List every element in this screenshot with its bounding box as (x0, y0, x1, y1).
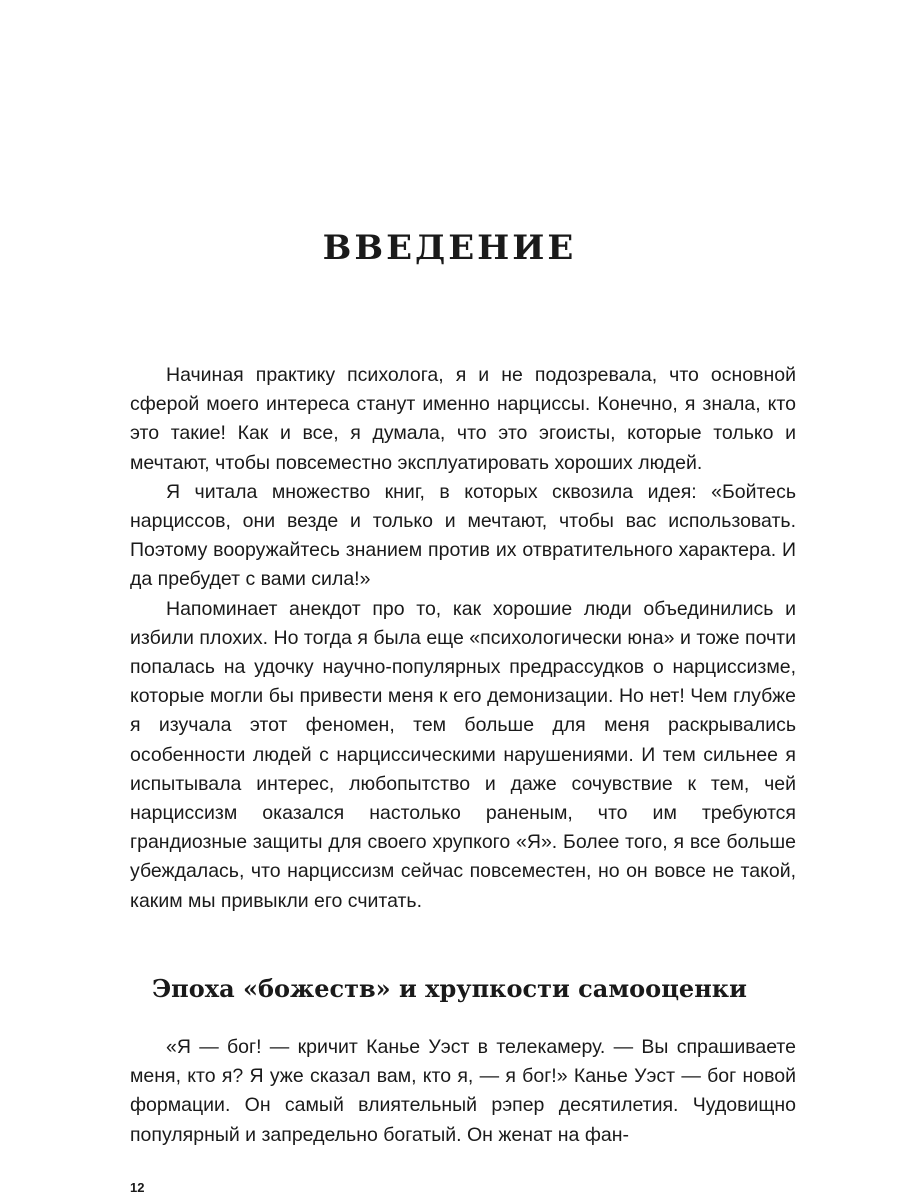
paragraph: Начиная практику психолога, я и не подозревала, что основной сферой моего интереса станут именно нарциссы. Конечно, я знала, кто это такие! Как и все, я думала, что это эгоисты, которые только и мечтают, чтобы повсеместно эксплуатировать хороших людей. (130, 364, 796, 474)
paragraph: «Я — бог! — кричит Канье Уэст в телекамеру. — Вы спрашиваете меня, кто я? Я уже сказал вам, кто я, — я бог!» Канье Уэст — бог новой формации. Он самый влиятельный рэпер десятилетия. Чудовищно популярный и запредельно богатый. Он женат на фан- (130, 1036, 796, 1146)
section-text (130, 1033, 796, 1150)
paragraph: Напоминает анекдот про то, как хорошие люди объединились и избили плохих. Но тогда я была еще «психологически юна» и тоже почти попалась на удочку научно-популярных предрассудков о нарциссизме, которые могли бы привести меня к его демонизации. Но нет! Чем глубже я изучала этот феномен, тем больше для меня раскрывались особенности людей с нарциссическими нарушениями. И тем сильнее я испытывала интерес, любопытство и даже сочувствие к тем, чей нарциссизм оказался настолько раненым, что им требуются грандиозные защиты для своего хрупкого «Я». Более того, я все больше убеждалась, что нарциссизм сейчас повсеместен, но он вовсе не такой, каким мы привыкли его считать. (130, 597, 796, 912)
section-heading: Эпоха «божеств» и хрупкости самооценки (152, 974, 747, 1003)
page-number: 12 (130, 1180, 145, 1195)
chapter-title: ВВЕДЕНИЕ (322, 228, 577, 268)
intro-text (130, 361, 796, 916)
paragraph: Я читала множество книг, в которых сквозила идея: «Бойтесь нарциссов, они везде и только и мечтают, чтобы вас использовать. Поэтому вооружайтесь знанием против их отвратительного характера. И да пребудет с вами сила!» (130, 480, 796, 591)
